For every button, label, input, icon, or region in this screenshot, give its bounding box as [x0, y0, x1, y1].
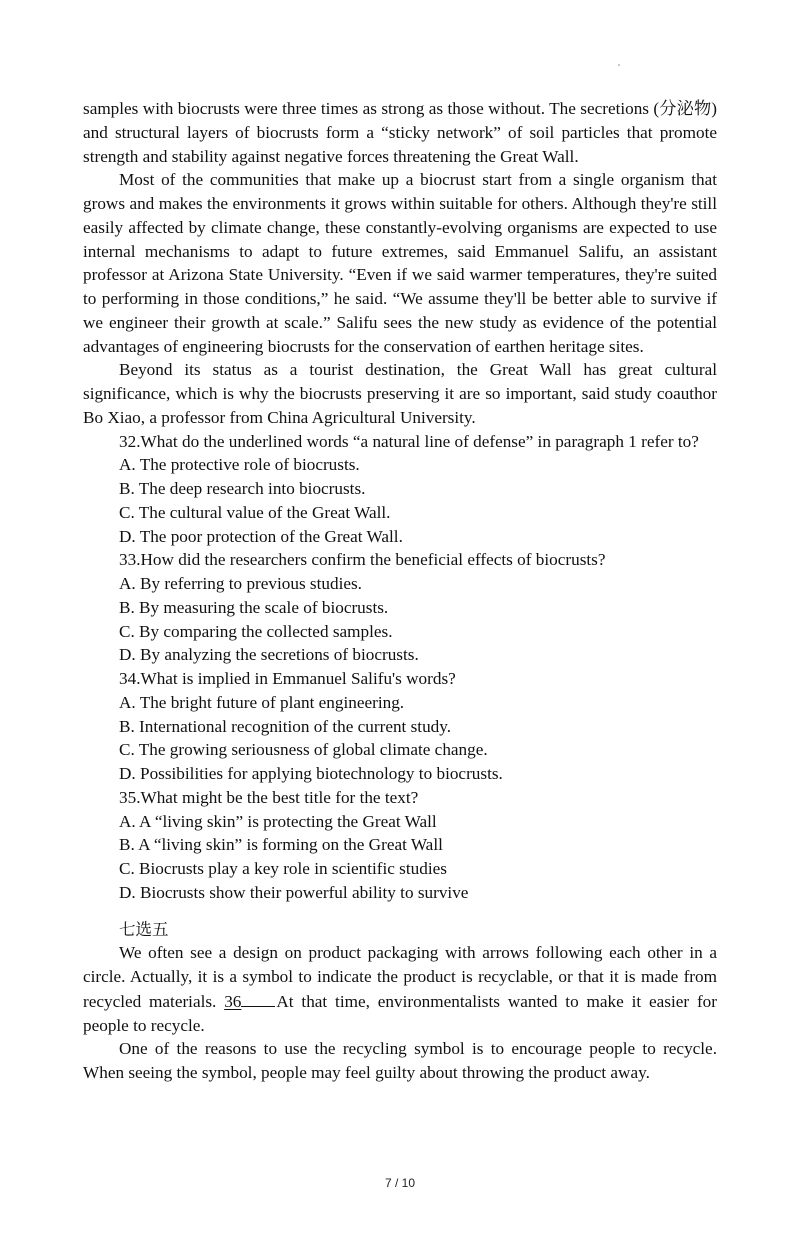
question-32 [83, 430, 717, 549]
question-option: D. By analyzing the secretions of biocrusts. [119, 645, 419, 665]
question-option: A. By referring to previous studies. [119, 574, 362, 593]
question-stem: 34.What is implied in Emmanuel Salifu's words? [119, 669, 456, 688]
section-title: 七选五 [119, 919, 169, 939]
question-option: C. The growing seriousness of global climate change. [119, 740, 488, 760]
page-number: 7 / 10 [384, 1176, 416, 1190]
paragraph-text-after-blank: At that time, environmentalists wanted to make it easier for people to recycle. [83, 991, 717, 1035]
question-option: C. Biocrusts play a key role in scientific studies [119, 859, 447, 878]
question-stem: 33.How did the researchers confirm the beneficial effects of biocrusts? [119, 550, 606, 570]
question-option: D. The poor protection of the Great Wall. [119, 526, 403, 546]
question-option: A. A “living skin” is protecting the Great Wall [119, 811, 437, 831]
question-option: D. Possibilities for applying biotechnology to biocrusts. [119, 764, 503, 783]
question-option: B. The deep research into biocrusts. [119, 479, 366, 498]
scan-speck [618, 64, 620, 66]
question-option: B. By measuring the scale of biocrusts. [119, 597, 389, 617]
answer-blank [241, 989, 275, 1007]
question-option: C. The cultural value of the Great Wall. [119, 502, 391, 522]
question-option: A. The bright future of plant engineering. [119, 692, 405, 712]
passage-paragraph-3: Beyond its status as a tourist destination, the Great Wall has great cultural significance, which is why the biocrusts preserving it are so important, said study coauthor Bo Xiao, a professor from China Agricultural University. [83, 360, 717, 427]
question-34 [83, 667, 717, 786]
section-7-paragraph-2: One of the reasons to use the recycling symbol is to encourage people to recycle. When seeing the symbol, people may feel guilty about throwing the product away. [83, 1039, 717, 1082]
question-stem: 35.What might be the best title for the text? [119, 787, 419, 807]
answer-blank-number: 36 [224, 991, 242, 1011]
question-option: B. International recognition of the current study. [119, 716, 452, 736]
question-option: A. The protective role of biocrusts. [119, 455, 360, 475]
passage-paragraph-end: samples with biocrusts were three times as strong as those without. The secretions (分泌物) and structural layers of biocrusts form a “sticky network” of soil particles that promote strength and stability against negative forces threatening the Great Wall. [83, 99, 717, 166]
question-option: C. By comparing the collected samples. [119, 621, 393, 641]
question-35 [83, 786, 717, 905]
question-option: B. A “living skin” is forming on the Great Wall [119, 835, 443, 855]
section-7-paragraph-1 [83, 941, 717, 1037]
paragraph-text-before-blank: We often see a design on product packaging with arrows following each other in a circle. Actually, it is a symbol to indicate the product is recyclable, or that it is made from recycled materials. [83, 943, 717, 1011]
question-33 [83, 548, 717, 667]
document-page [83, 97, 717, 1085]
question-option: D. Biocrusts show their powerful ability to survive [119, 882, 469, 902]
passage-paragraph-2: Most of the communities that make up a biocrust start from a single organism that grows and makes the environments it grows within suitable for others. Although they're still easily affected by climate change, these constantly-evolving organisms are expected to use internal mechanisms to adapt to future extremes, said Emmanuel Salifu, an assistant professor at Arizona State University. “Even if we said warmer temperatures, they're suited to performing in those conditions,” he said. “We assume they'll be better able to survive if we engineer their growth at scale.” Salifu sees the new study as evidence of the potential advantages of engineering biocrusts for the conservation of earthen heritage sites. [83, 170, 717, 356]
question-stem: 32.What do the underlined words “a natural line of defense” in paragraph 1 refer to? [119, 431, 699, 451]
